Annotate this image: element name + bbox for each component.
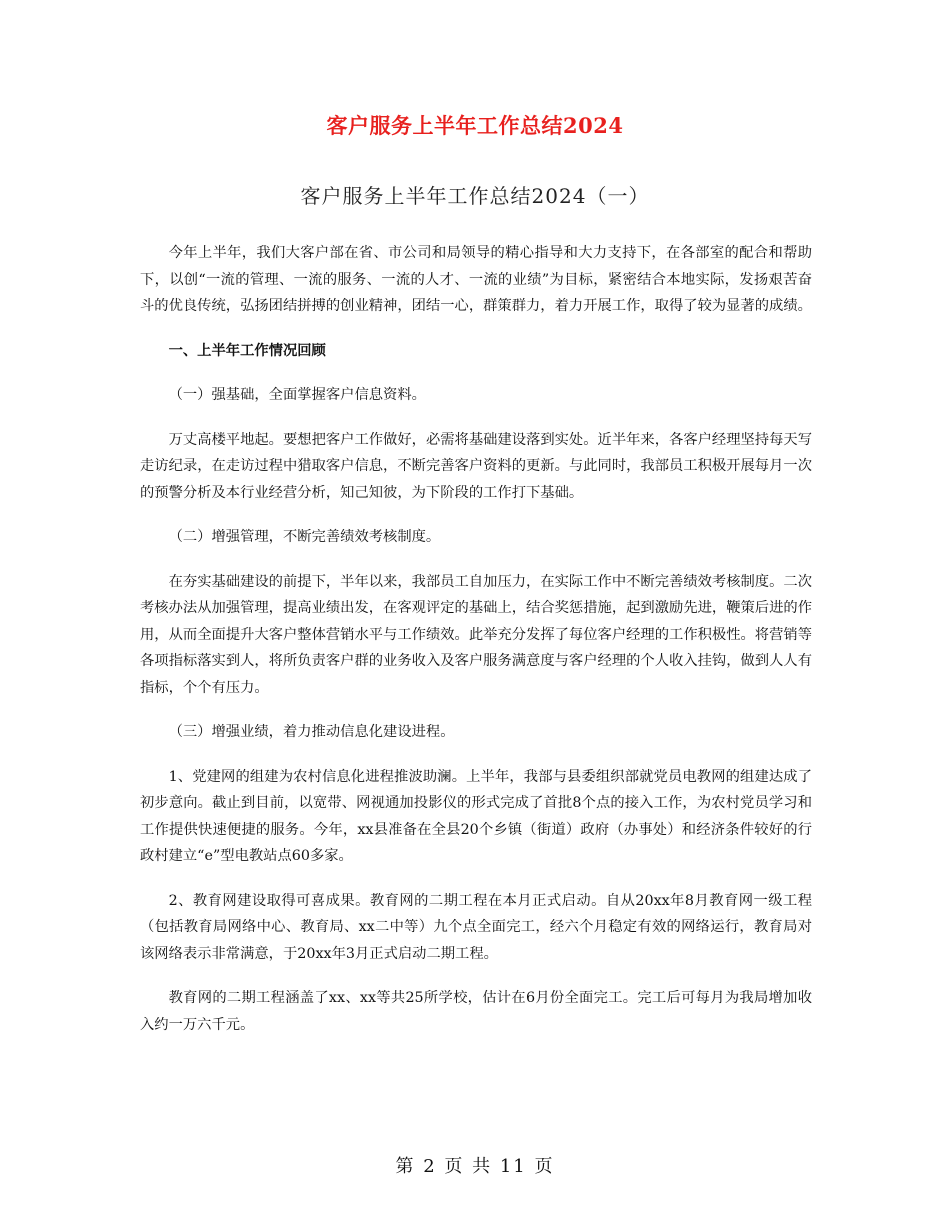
paragraph: 2、教育网建设取得可喜成果。教育网的二期工程在本月正式启动。自从20xx年8月教育网一级工程（包括教育局网络中心、教育局、xx二中等）九个点全面完工，经六个月稳定有效的网络运行，教育局对该网络表示非常满意，于20xx年3月正式启动二期工程。 bbox=[140, 892, 812, 962]
document-subtitle: 客户服务上半年工作总结2024（一） bbox=[300, 184, 650, 208]
paragraph: 在夯实基础建设的前提下，半年以来，我部员工自加压力，在实际工作中不断完善绩效考核制度。二次考核办法从加强管理，提高业绩出发，在客观评定的基础上，结合奖惩措施，起到激励先进，鞭策后进的作用，从而全面提升大客户整体营销水平与工作绩效。此举充分发挥了每位客户经理的工作积极性。将营销等各项指标落实到人，将所负责客户群的业务收入及客户服务满意度与客户经理的个人收入挂钩，做到人人有指标，个个有压力。 bbox=[140, 573, 812, 696]
subsection-heading: （二）增强管理，不断完善绩效考核制度。 bbox=[168, 529, 441, 545]
subsection-heading: （一）强基础，全面掌握客户信息资料。 bbox=[168, 387, 426, 403]
paragraph: 万丈高楼平地起。要想把客户工作做好，必需将基础建设落到实处。近半年来，各客户经理坚持每天写走访纪录，在走访过程中猎取客户信息，不断完善客户资料的更新。与此同时，我部员工积极开展每月一次的预警分析及本行业经营分析，知己知彼，为下阶段的工作打下基础。 bbox=[140, 431, 812, 501]
paragraph: 教育网的二期工程涵盖了xx、xx等共25所学校，估计在6月份全面完工。完工后可每月为我局增加收入约一万六千元。 bbox=[140, 990, 812, 1033]
paragraph: 1、党建网的组建为农村信息化进程推波助澜。上半年，我部与县委组织部就党员电教网的组建达成了初步意向。截止到目前，以宽带、网视通加投影仪的形式完成了首批8个点的接入工作，为农村党员学习和工作提供快速便捷的服务。今年，xx县准备在全县20个乡镇（街道）政府（办事处）和经济条件较好的行政村建立“e”型电教站点60多家。 bbox=[140, 768, 812, 864]
intro-paragraph: 今年上半年，我们大客户部在省、市公司和局领导的精心指导和大力支持下，在各部室的配合和帮助下，以创“一流的管理、一流的服务、一流的人才、一流的业绩”为目标，紧密结合本地实际，发扬艰苦奋斗的优良传统，弘扬团结拼搏的创业精神，团结一心，群策群力，着力开展工作，取得了较为显著的成绩。 bbox=[140, 245, 812, 314]
document-body bbox=[140, 240, 812, 1056]
section-heading: 一、上半年工作情况回顾 bbox=[168, 342, 326, 359]
page-number-footer: 第 2 页 共 11 页 bbox=[395, 1156, 555, 1177]
subsection-heading: （三）增强业绩，着力推动信息化建设进程。 bbox=[168, 724, 455, 740]
document-title: 客户服务上半年工作总结2024 bbox=[326, 113, 624, 138]
